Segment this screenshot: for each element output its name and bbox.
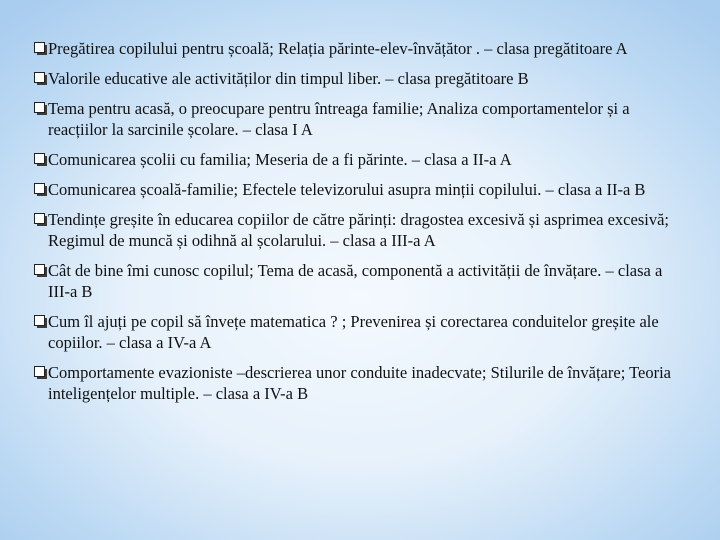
square-bullet-icon xyxy=(34,153,47,166)
list-item xyxy=(34,260,674,302)
list-item xyxy=(34,311,674,353)
square-bullet-icon xyxy=(34,102,47,115)
list-item xyxy=(34,209,674,251)
square-bullet-icon xyxy=(34,72,47,85)
list-item xyxy=(34,38,674,59)
square-bullet-icon xyxy=(34,264,47,277)
list-item-text: Tema pentru acasă, o preocupare pentru întreaga familie; Analiza comportamentelor și a reacțiilor la sarcinile școlare. – clasa I A xyxy=(48,99,630,139)
list-item-text: Cum îl ajuți pe copil să învețe matematica ? ; Prevenirea și corectarea conduitelor greșite ale copiilor. – clasa a IV-a A xyxy=(48,312,659,352)
square-bullet-icon xyxy=(34,366,47,379)
list-item-text: Pregătirea copilului pentru școală; Relația părinte-elev-învățător . – clasa pregătitoare A xyxy=(48,39,628,58)
list-item xyxy=(34,68,674,89)
list-item xyxy=(34,149,674,170)
square-bullet-icon xyxy=(34,213,47,226)
square-bullet-icon xyxy=(34,315,47,328)
square-bullet-icon xyxy=(34,42,47,55)
list-item xyxy=(34,179,674,200)
bullet-list xyxy=(34,38,674,413)
list-item-text: Comportamente evazioniste –descrierea unor conduite inadecvate; Stilurile de învățare; Teoria inteligențelor multiple. – clasa a IV-a B xyxy=(48,363,672,403)
list-item-text: Tendințe greșite în educarea copiilor de către părinți: dragostea excesivă și asprimea excesivă; Regimul de muncă și odihnă al școlarului. – clasa a III-a A xyxy=(48,210,669,250)
list-item-text: Valorile educative ale activităților din timpul liber. – clasa pregătitoare B xyxy=(48,69,529,88)
list-item-text: Comunicarea școală-familie; Efectele televizorului asupra minții copilului. – clasa a II-a B xyxy=(48,180,646,199)
list-item-text: Cât de bine îmi cunosc copilul; Tema de acasă, componentă a activității de învățare. – clasa a III-a B xyxy=(48,261,663,301)
square-bullet-icon xyxy=(34,183,47,196)
list-item xyxy=(34,362,674,404)
list-item xyxy=(34,98,674,140)
list-item-text: Comunicarea școlii cu familia; Meseria de a fi părinte. – clasa a II-a A xyxy=(48,150,512,169)
